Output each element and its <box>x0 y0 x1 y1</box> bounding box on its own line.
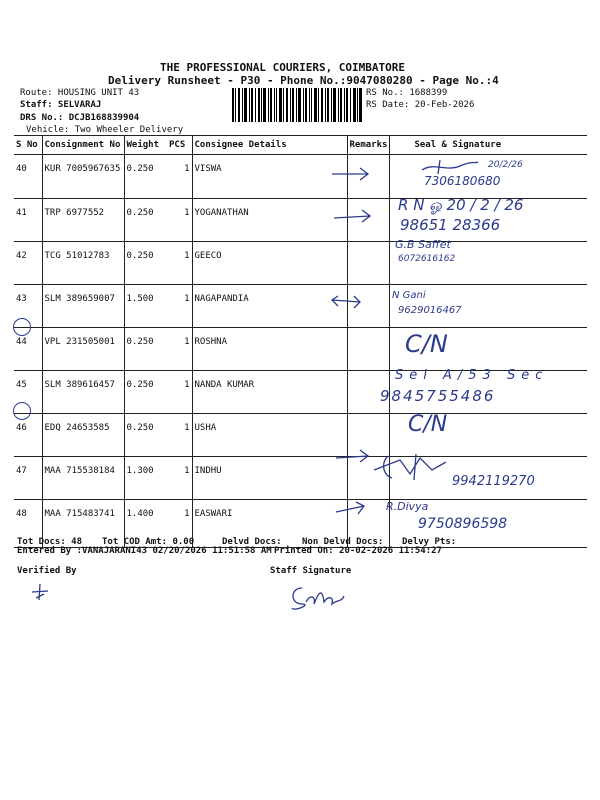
row-consignment: TRP 6977552 <box>42 199 124 242</box>
row-sno: 47 <box>14 457 42 500</box>
handwritten-name: R.Divya <box>386 500 429 513</box>
row-pcs: 1 <box>167 242 192 285</box>
row-consignment: EDQ 24653585 <box>42 414 124 457</box>
row-weight: 1.400 <box>124 500 167 548</box>
signature-scribble-47 <box>370 450 450 482</box>
handwritten-phone: 9750896598 <box>418 516 508 532</box>
col-consignment: Consignment No <box>42 136 124 155</box>
runsheet-subtitle: Delivery Runsheet - P30 - Phone No.:9047080280 - Page No.:4 <box>108 74 499 87</box>
col-remarks: Remarks <box>347 136 390 155</box>
delivered-docs: Delvd Docs: <box>222 537 282 547</box>
row-consignment: MAA 715538184 <box>42 457 124 500</box>
staff-signature-label: Staff Signature <box>270 566 352 576</box>
circle-mark-44 <box>13 318 31 336</box>
rs-number: RS No.: 1688399 <box>366 88 448 98</box>
row-weight: 0.250 <box>124 199 167 242</box>
row-consignment: KUR 7005967635 <box>42 155 124 199</box>
row-sno: 40 <box>14 155 42 199</box>
handwritten-phone: 6072616162 <box>398 254 456 264</box>
row-weight: 0.250 <box>124 371 167 414</box>
row-consignment: SLM 389616457 <box>42 371 124 414</box>
total-docs: Tot Docs: 48 <box>17 537 83 547</box>
row-consignment: SLM 389659007 <box>42 285 124 328</box>
handwritten-name: G.B Saffet <box>395 238 451 251</box>
handwritten-date: 20/2/26 <box>488 160 523 170</box>
handwritten-phone: 9942119270 <box>452 474 535 489</box>
handwritten-name: N Gani <box>392 290 426 301</box>
row-pcs: 1 <box>167 199 192 242</box>
company-title: THE PROFESSIONAL COURIERS, COIMBATORE <box>160 61 406 74</box>
row-weight: 0.250 <box>124 155 167 199</box>
row-sno: 48 <box>14 500 42 548</box>
non-delivered-docs: Non Delvd Docs: <box>302 537 384 547</box>
rs-date: RS Date: 20-Feb-2026 <box>366 100 475 110</box>
row-pcs: 1 <box>167 500 192 548</box>
row-pcs: 1 <box>167 155 192 199</box>
table-row <box>14 242 587 285</box>
row-pcs: 1 <box>167 414 192 457</box>
row-consignment: TCG 51012783 <box>42 242 124 285</box>
entered-by: Entered By :VANAJARANI43 02/20/2026 11:51:58 AM <box>17 546 272 556</box>
handwritten-phone: 9845755486 <box>380 387 496 405</box>
row-consignee: USHA <box>192 414 347 457</box>
col-seal-signature: Seal & Signature <box>390 136 587 155</box>
handwritten-name: R N ஓ 20 / 2 / 26 <box>398 196 524 214</box>
handwritten-note: C/N <box>408 412 448 437</box>
row-consignee: NAGAPANDIA <box>192 285 347 328</box>
row-weight: 1.300 <box>124 457 167 500</box>
col-consignee: Consignee Details <box>192 136 347 155</box>
table-row <box>14 285 587 328</box>
row-consignment: VPL 231505001 <box>42 328 124 371</box>
table-row <box>14 328 587 371</box>
drs-number: DRS No.: DCJB168839904 <box>20 113 140 123</box>
row-consignment: MAA 715483741 <box>42 500 124 548</box>
printed-on: Printed On: 20-02-2026 11:54:27 <box>274 546 442 556</box>
staff-label: Staff: SELVARAJ <box>20 100 102 110</box>
row-weight: 0.250 <box>124 242 167 285</box>
col-pcs: PCS <box>167 136 192 155</box>
row-pcs: 1 <box>167 371 192 414</box>
row-sno: 45 <box>14 371 42 414</box>
handwritten-phone: 9629016467 <box>398 305 462 316</box>
row-weight: 0.250 <box>124 328 167 371</box>
col-sno: S No <box>14 136 42 155</box>
row-pcs: 1 <box>167 285 192 328</box>
row-consignee: VISWA <box>192 155 347 199</box>
row-consignee: NANDA KUMAR <box>192 371 347 414</box>
row-consignee: EASWARI <box>192 500 347 548</box>
handwritten-phone: 7306180680 <box>424 174 501 188</box>
circle-mark-46 <box>13 402 31 420</box>
verified-by-label: Verified By <box>17 566 77 576</box>
route-label: Route: HOUSING UNIT 43 <box>20 88 140 98</box>
verified-signature <box>30 582 50 602</box>
row-consignee: GEECO <box>192 242 347 285</box>
barcode <box>232 88 362 122</box>
row-consignee: INDHU <box>192 457 347 500</box>
col-weight: Weight <box>124 136 167 155</box>
row-weight: 1.500 <box>124 285 167 328</box>
vehicle-label: Vehicle: Two Wheeler Delivery <box>26 125 184 135</box>
delivery-points: Delvy Pts: <box>402 537 457 547</box>
handwritten-note: Sel A/53 Sec <box>395 368 549 383</box>
row-sno: 41 <box>14 199 42 242</box>
handwritten-phone: 98651 28366 <box>400 216 501 234</box>
row-consignee: ROSHNA <box>192 328 347 371</box>
table-header-row <box>14 136 587 155</box>
row-sno: 44 <box>14 328 42 371</box>
total-cod-amount: Tot COD Amt: 0.00 <box>102 537 195 547</box>
row-sno: 43 <box>14 285 42 328</box>
row-sno: 42 <box>14 242 42 285</box>
handwritten-note: C/N <box>405 330 448 358</box>
remarks-arrows <box>330 160 375 530</box>
row-pcs: 1 <box>167 457 192 500</box>
row-consignee: YOGANATHAN <box>192 199 347 242</box>
table-row <box>14 414 587 457</box>
row-sno: 46 <box>14 414 42 457</box>
row-weight: 0.250 <box>124 414 167 457</box>
row-pcs: 1 <box>167 328 192 371</box>
staff-signature <box>288 582 348 614</box>
